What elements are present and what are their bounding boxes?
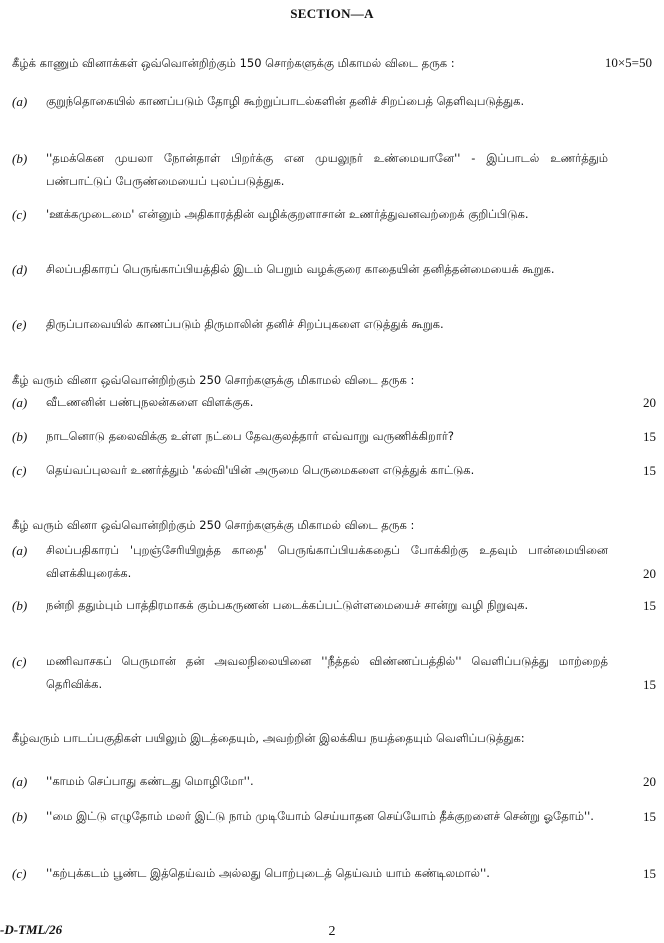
q2-item-b — [12, 425, 656, 448]
item-label: (b) — [12, 151, 28, 166]
item-label: (b) — [12, 429, 28, 444]
item-text: 'ஊக்கமுடைமை' என்னும் அதிகாரத்தின் வழிக்குறளாசான் உணர்த்துவனவற்றைக் குறிப்பிடுக. — [46, 207, 529, 221]
q4-item-b — [12, 805, 656, 828]
item-text: தெய்வப்புலவர் உணர்த்தும் 'கல்வி'யின் அருமை பெருமைகளை எடுத்துக் காட்டுக. — [46, 463, 475, 477]
item-text: குறுந்தொகையில் காணப்படும் தோழி கூற்றுப்பாடல்களின் தனிச் சிறப்பைத் தெளிவுபடுத்துக. — [46, 94, 525, 108]
q1-item-c — [12, 203, 656, 226]
item-label: (a) — [12, 774, 28, 789]
item-label: (a) — [12, 543, 28, 558]
item-label: (c) — [12, 463, 27, 478]
q1-intro-text: கீழ்க் காணும் வினாக்கள் ஒவ்வொன்றிற்கும் 150 சொற்களுக்கு மிகாமல் விடை தருக : — [12, 56, 455, 70]
item-text: நாடனொடு தலைவிக்கு உள்ள நட்பை தேவகுலத்தார் எவ்வாறு வருணிக்கிறார்? — [46, 429, 454, 443]
item-text: ''மை இட்டு எழுதோம் மலர் இட்டு நாம் முடியோம் செய்யாதன செய்யோம் தீக்குறளைச் சென்று ஓதோம்''. — [46, 809, 594, 823]
item-text: ''காமம் செப்பாது கண்டது மொழிமோ''. — [46, 774, 254, 788]
item-text: ''கற்புக்கடம் பூண்ட இத்தெய்வம் அல்லது பொற்புடைத் தெய்வம் யாம் கண்டிலமால்''. — [46, 866, 490, 880]
q1-item-d — [12, 258, 656, 281]
item-label: (c) — [12, 654, 27, 669]
item-label: (b) — [12, 598, 28, 613]
q4-intro-text: கீழ்வரும் பாடப்பகுதிகள் பயிலும் இடத்தையும், அவற்றின் இலக்கிய நயத்தையும் வெளிப்படுத்துக: — [12, 731, 525, 745]
q2-item-c — [12, 459, 656, 482]
q2-intro-text: கீழ் வரும் வினா ஒவ்வொன்றிற்கும் 250 சொற்களுக்கு மிகாமல் விடை தருக : — [12, 373, 415, 387]
item-text: நன்றி ததும்பும் பாத்திரமாகக் கும்பகருணன் படைக்கப்பட்டுள்ளமையைச் சான்று வழி நிறுவுக. — [46, 598, 529, 612]
item-label: (a) — [12, 395, 28, 410]
q1-item-a — [12, 90, 656, 113]
q4-item-a — [12, 770, 656, 793]
q3-item-a — [12, 539, 656, 585]
item-text: மணிவாசகப் பெருமான் தன் அவலநிலையினை ''நீத்தல் விண்ணப்பத்தில்'' வெளிப்படுத்து மாற்றைத் தெரிவிக்க. — [46, 654, 608, 691]
q3-intro-text: கீழ் வரும் வினா ஒவ்வொன்றிற்கும் 250 சொற்களுக்கு மிகாமல் விடை தருக : — [12, 518, 415, 532]
item-marks: 20 — [643, 395, 656, 410]
q3-item-c — [12, 650, 656, 696]
q2-item-a — [12, 391, 656, 414]
item-marks: 15 — [643, 677, 656, 692]
q3-item-b — [12, 594, 656, 617]
paper-code: -D-TML/26 — [0, 922, 63, 937]
q1-instructions — [12, 52, 652, 74]
item-label: (c) — [12, 207, 27, 222]
q1-item-e — [12, 313, 656, 336]
item-marks: 15 — [643, 463, 656, 478]
q1-item-b — [12, 147, 656, 193]
item-marks: 15 — [643, 809, 656, 824]
item-label: (c) — [12, 866, 27, 881]
q1-marks: 10×5=50 — [604, 55, 652, 70]
item-marks: 20 — [643, 774, 656, 789]
item-marks: 15 — [643, 429, 656, 444]
item-label: (a) — [12, 94, 28, 109]
q2-instructions — [12, 369, 652, 391]
item-text: ''தமக்கென முயலா நோன்தாள் பிறர்க்கு என முயலுநர் உண்மையானே'' - இப்பாடல் உணர்த்தும் பண்பாட்டுப் பேருண்மையைப் புலப்படுத்துக. — [46, 151, 608, 188]
item-marks: 15 — [643, 598, 656, 613]
item-text: சிலப்பதிகாரப் 'புறஞ்சேரியிறுத்த காதை' பெருங்காப்பியக்கதைப் போக்கிற்கு உதவும் பான்மையினை விளக்கியுரைக்க. — [46, 543, 608, 580]
item-marks: 20 — [643, 566, 656, 581]
item-label: (d) — [12, 262, 28, 277]
item-label: (e) — [12, 317, 27, 332]
q3-instructions — [12, 514, 652, 536]
item-text: சிலப்பதிகாரப் பெருங்காப்பியத்தில் இடம் பெறும் வழக்குரை காதையின் தனித்தன்மையைக் கூறுக. — [46, 262, 555, 276]
section-title: SECTION—A — [290, 6, 374, 21]
item-text: திருப்பாவையில் காணப்படும் திருமாலின் தனிச் சிறப்புகளை எடுத்துக் கூறுக. — [46, 317, 444, 331]
q4-item-c — [12, 862, 656, 885]
q4-instructions — [12, 727, 652, 749]
item-label: (b) — [12, 809, 28, 824]
item-marks: 15 — [643, 866, 656, 881]
page-number: 2 — [328, 924, 336, 939]
item-text: வீடணனின் பண்புநலன்களை விளக்குக. — [46, 395, 254, 409]
